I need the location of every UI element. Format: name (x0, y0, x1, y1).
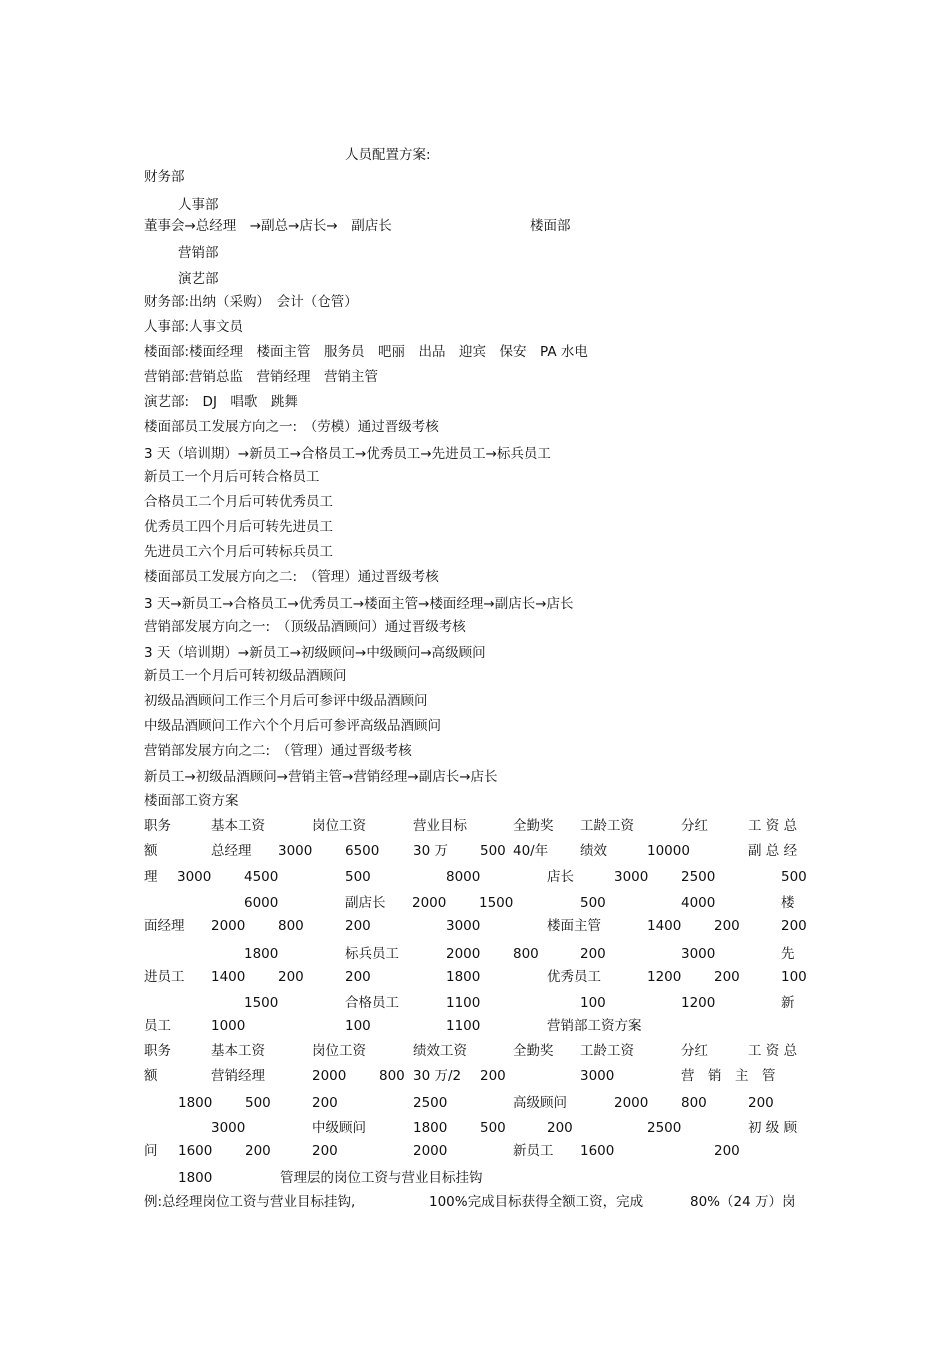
org-performing: 演艺部 (178, 271, 219, 287)
path-line: 新员工→初级品酒顾问→营销主管→营销经理→副店长→店长 (144, 769, 498, 785)
path-line: 楼面部员工发展方向之一: （劳模）通过晋级考核 (144, 419, 439, 435)
org-hr: 人事部 (178, 197, 219, 213)
path-line: 优秀员工四个月后可转先进员工 (144, 519, 333, 535)
table-cell: 2000 (312, 1068, 347, 1084)
table-cell: 6500 (345, 843, 380, 859)
table-cell: 200 (345, 918, 371, 934)
table-cell: 3000 (211, 1120, 246, 1136)
table-cell: 100 (345, 1018, 371, 1034)
section-heading: 营销部工资方案 (547, 1018, 642, 1034)
table-cell: 500 (480, 843, 506, 859)
table-cell: 1100 (446, 995, 481, 1011)
dept-line: 财务部:出纳（采购） 会计（仓管） (144, 294, 358, 310)
table-cell: 1100 (446, 1018, 481, 1034)
table-cell: 总经理 (211, 843, 252, 859)
org-finance: 财务部 (144, 169, 185, 185)
table-cell: 200 (278, 969, 304, 985)
path-line: 合格员工二个月后可转优秀员工 (144, 494, 333, 510)
table-cell: 200 (781, 918, 807, 934)
table-cell: 200 (580, 946, 606, 962)
table-cell: 30 万 (413, 843, 448, 859)
table-header-cell: 工 资 总 (748, 818, 798, 834)
table-cell: 额 (144, 1068, 158, 1084)
table-cell: 100 (580, 995, 606, 1011)
table-cell: 营销经理 (211, 1068, 265, 1084)
table-cell: 1400 (647, 918, 682, 934)
table-cell: 200 (547, 1120, 573, 1136)
table-cell: 500 (781, 869, 807, 885)
table-cell: 3000 (446, 918, 481, 934)
table-cell: 1500 (479, 895, 514, 911)
table-cell: 200 (748, 1095, 774, 1111)
table-cell: 2500 (413, 1095, 448, 1111)
path-line: 3 天（培训期）→新员工→合格员工→优秀员工→先进员工→标兵员工 (144, 446, 551, 462)
table-cell: 200 (714, 969, 740, 985)
table-header-cell: 营业目标 (413, 818, 467, 834)
table-header-cell: 岗位工资 (312, 818, 366, 834)
table-cell: 初 级 顾 (748, 1120, 798, 1136)
table-header-cell: 岗位工资 (312, 1043, 366, 1059)
dept-line: 营销部:营销总监 营销经理 营销主管 (144, 369, 379, 385)
table-cell: 额 (144, 843, 158, 859)
table-cell: 800 (278, 918, 304, 934)
table-cell: 500 (245, 1095, 271, 1111)
table-cell: 1800 (413, 1120, 448, 1136)
path-line: 3 天（培训期）→新员工→初级顾问→中级顾问→高级顾问 (144, 645, 486, 661)
table-cell: 理 (144, 869, 158, 885)
table-header-cell: 基本工资 (211, 818, 265, 834)
table-cell: 面经理 (144, 918, 185, 934)
example-text: 100%完成目标获得全额工资，完成 (429, 1194, 644, 1210)
table-cell: 100 (781, 969, 807, 985)
table-header-cell: 工龄工资 (580, 1043, 634, 1059)
path-line: 营销部发展方向之二: （管理）通过晋级考核 (144, 743, 412, 759)
table-cell: 200 (312, 1143, 338, 1159)
table-cell: 200 (312, 1095, 338, 1111)
path-line: 楼面部工资方案 (144, 793, 239, 809)
table-header-cell: 分红 (681, 1043, 708, 1059)
table-cell: 6000 (244, 895, 279, 911)
table-cell: 1800 (446, 969, 481, 985)
table-header-cell: 工龄工资 (580, 818, 634, 834)
table-cell: 楼 (781, 895, 795, 911)
table-header-cell: 绩效工资 (413, 1043, 467, 1059)
table-cell: 500 (345, 869, 371, 885)
table-cell: 楼面主管 (547, 918, 601, 934)
table-cell: 1800 (244, 946, 279, 962)
table-cell: 2500 (647, 1120, 682, 1136)
table-cell: 新员工 (513, 1143, 554, 1159)
table-cell: 3000 (278, 843, 313, 859)
doc-title: 人员配置方案: (345, 147, 431, 163)
table-header-cell: 全勤奖 (513, 818, 554, 834)
table-cell: 10000 (647, 843, 690, 859)
dept-line: 楼面部:楼面经理 楼面主管 服务员 吧丽 出品 迎宾 保安 PA 水电 (144, 344, 588, 360)
table-cell: 4500 (244, 869, 279, 885)
table-cell: 40/年 (513, 843, 549, 859)
table-cell: 800 (513, 946, 539, 962)
table-header-cell: 基本工资 (211, 1043, 265, 1059)
table-cell: 进员工 (144, 969, 185, 985)
table-cell: 8000 (446, 869, 481, 885)
org-floor: 楼面部 (530, 218, 571, 234)
table-cell: 合格员工 (345, 995, 399, 1011)
table-cell: 4000 (681, 895, 716, 911)
section-heading: 管理层的岗位工资与营业目标挂钩 (280, 1170, 483, 1186)
path-line: 营销部发展方向之一: （顶级品酒顾问）通过晋级考核 (144, 619, 466, 635)
table-cell: 3000 (614, 869, 649, 885)
path-line: 3 天→新员工→合格员工→优秀员工→楼面主管→楼面经理→副店长→店长 (144, 596, 574, 612)
table-header-cell: 职务 (144, 818, 171, 834)
table-cell: 200 (345, 969, 371, 985)
table-cell: 店长 (547, 869, 574, 885)
table-cell: 标兵员工 (345, 946, 399, 962)
table-cell: 500 (580, 895, 606, 911)
table-header-cell: 工 资 总 (748, 1043, 798, 1059)
table-header-cell: 职务 (144, 1043, 171, 1059)
table-header-cell: 全勤奖 (513, 1043, 554, 1059)
table-cell: 200 (480, 1068, 506, 1084)
table-cell: 1500 (244, 995, 279, 1011)
table-cell: 1200 (681, 995, 716, 1011)
org-sales: 营销部 (178, 245, 219, 261)
path-line: 新员工一个月后可转初级品酒顾问 (144, 668, 347, 684)
path-line: 初级品酒顾问工作三个月后可参评中级品酒顾问 (144, 693, 428, 709)
table-cell: 员工 (144, 1018, 171, 1034)
path-line: 楼面部员工发展方向之二: （管理）通过晋级考核 (144, 569, 439, 585)
table-cell: 3000 (580, 1068, 615, 1084)
table-cell: 新 (781, 995, 795, 1011)
dept-line: 人事部:人事文员 (144, 319, 244, 335)
table-cell: 800 (681, 1095, 707, 1111)
table-header-cell: 分红 (681, 818, 708, 834)
table-cell: 200 (714, 918, 740, 934)
table-cell: 2000 (614, 1095, 649, 1111)
table-cell: 200 (245, 1143, 271, 1159)
table-cell: 1000 (211, 1018, 246, 1034)
path-line: 中级品酒顾问工作六个个月后可参评高级品酒顾问 (144, 718, 441, 734)
table-cell: 中级顾问 (312, 1120, 366, 1136)
table-cell: 2000 (413, 1143, 448, 1159)
org-chain: 董事会→总经理 →副总→店长→ 副店长 (144, 218, 392, 234)
table-cell: 副 总 经 (748, 843, 798, 859)
table-cell: 2500 (681, 869, 716, 885)
table-cell: 800 (379, 1068, 405, 1084)
table-cell: 先 (781, 946, 795, 962)
table-cell: 优秀员工 (547, 969, 601, 985)
table-cell: 1600 (580, 1143, 615, 1159)
table-cell: 2000 (446, 946, 481, 962)
table-cell: 1200 (647, 969, 682, 985)
table-cell: 3000 (681, 946, 716, 962)
table-cell: 1600 (178, 1143, 213, 1159)
table-cell: 副店长 (345, 895, 386, 911)
table-cell: 2000 (412, 895, 447, 911)
table-cell: 高级顾问 (513, 1095, 567, 1111)
table-cell: 2000 (211, 918, 246, 934)
table-cell: 1400 (211, 969, 246, 985)
table-cell: 200 (714, 1143, 740, 1159)
table-cell: 1800 (178, 1170, 213, 1186)
table-cell: 营 销 主 管 (681, 1068, 776, 1084)
path-line: 先进员工六个月后可转标兵员工 (144, 544, 333, 560)
table-cell: 3000 (177, 869, 212, 885)
table-cell: 问 (144, 1143, 158, 1159)
path-line: 新员工一个月后可转合格员工 (144, 469, 320, 485)
table-cell: 30 万/2 (413, 1068, 462, 1084)
dept-line: 演艺部: DJ 唱歌 跳舞 (144, 394, 298, 410)
example-text: 80%（24 万）岗 (690, 1194, 796, 1210)
table-cell: 1800 (178, 1095, 213, 1111)
example-text: 例:总经理岗位工资与营业目标挂钩, (144, 1194, 356, 1210)
table-cell: 绩效 (580, 843, 607, 859)
table-cell: 500 (480, 1120, 506, 1136)
